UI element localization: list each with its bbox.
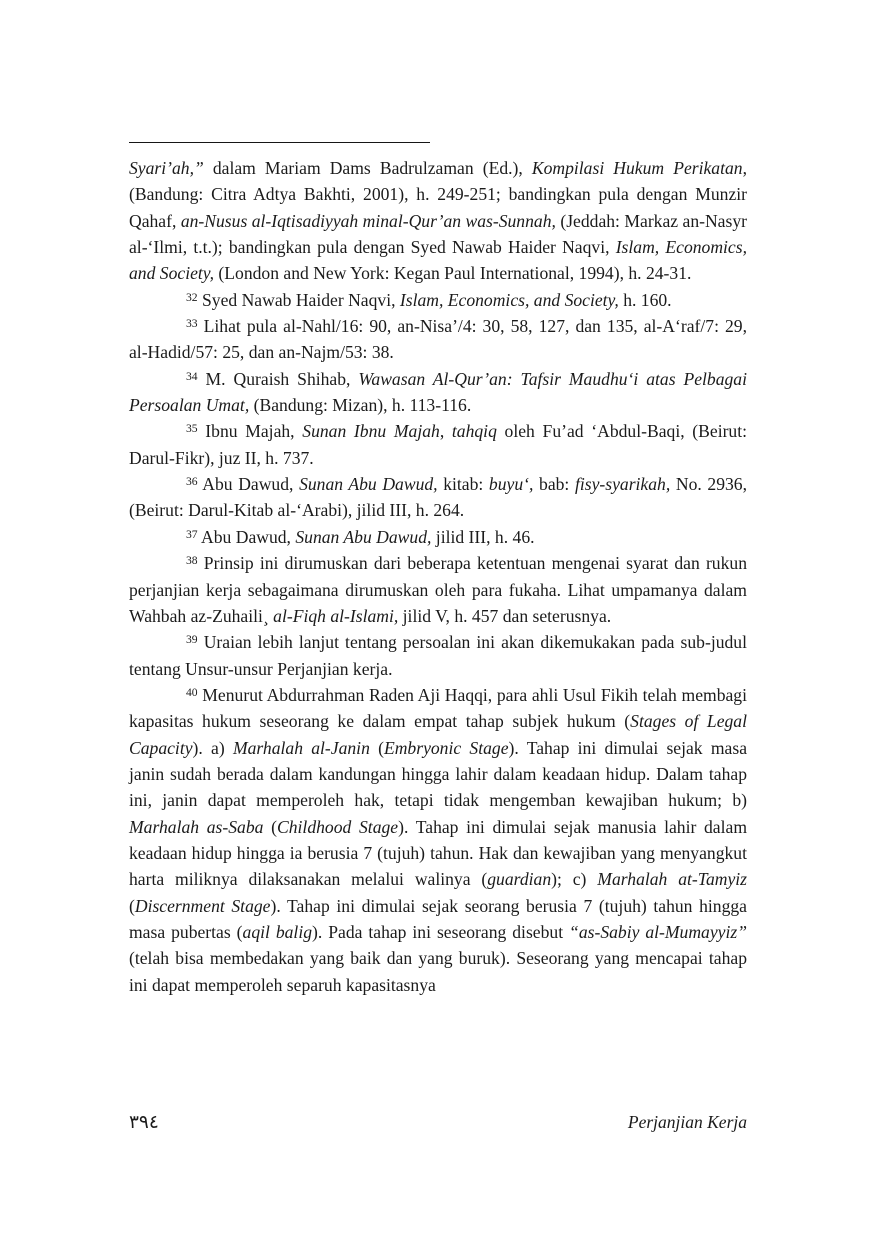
footnote-37: $^{37}$ Abu Dawud, Sunan Abu Dawud, jilid III, h. 46. bbox=[186, 526, 535, 547]
running-title: Perjanjian Kerja bbox=[627, 1112, 747, 1132]
footnote-38: $^{38}$ Prinsip ini dirumuskan dari beberapa ketentuan mengenai syarat dan rukun perjanjian kerja sebagaimana dirumuskan oleh para fukaha. Lihat umpamanya dalam Wahbah az-Zuhaili¸ al-Fiqh al-Islami, jilid V, h. 457 dan seterusnya. bbox=[129, 553, 747, 626]
footnote-33: $^{33}$ Lihat pula al-Nahl/16: 90, an-Nisa’/4: 30, 58, 127, dan 135, al-A‘raf/7: 29, al-Hadid/57: 25, dan an-Najm/53: 38. bbox=[129, 316, 747, 363]
footnote-32: $^{32}$ Syed Nawab Haider Naqvi, Islam, Economics, and Society, h. 160. bbox=[186, 289, 672, 310]
footnote-35: $^{35}$ Ibnu Majah, Sunan Ibnu Majah, tahqiq oleh Fu’ad ‘Abdul-Baqi, (Beirut: Darul-Fikr), juz II, h. 737. bbox=[129, 421, 748, 468]
footnote-31-continuation: Syari’ah,” dalam Mariam Dams Badrulzaman (Ed.), Kompilasi Hukum Perikatan, (Bandung: Citra Adtya Bakhti, 2001), h. 249-251; bandingkan pula dengan Munzir Qahaf, an-Nusus al-Iqtisadiyyah minal-Qur’an was-Sunnah, (Jeddah: Markaz an-Nasyr al-‘Ilmi, t.t.); bandingkan pula dengan Syed Nawab Haider Naqvi, Islam, Economics, and Society, (London and New York: Kegan Paul International, 1994), h. 24-31. bbox=[129, 158, 747, 284]
footnote-separator-rule bbox=[129, 142, 430, 143]
page-number: ٣٩٤ bbox=[129, 1112, 159, 1133]
footnote-36: $^{36}$ Abu Dawud, Sunan Abu Dawud, kitab: buyu‘, bab: fisy-syarikah, No. 2936, (Beirut: Darul-Kitab al-‘Arabi), jilid III, h. 264. bbox=[129, 474, 747, 521]
footnote-39: $^{39}$ Uraian lebih lanjut tentang persoalan ini akan dikemukakan pada sub-judul tentang Unsur-unsur Perjanjian kerja. bbox=[129, 632, 747, 679]
footnote-34: $^{34}$ M. Quraish Shihab, Wawasan Al-Qur’an: Tafsir Maudhu‘i atas Pelbagai Persoalan Umat, (Bandung: Mizan), h. 113-116. bbox=[129, 368, 747, 416]
footnote-40: $^{40}$ Menurut Abdurrahman Raden Aji Haqqi, para ahli Usul Fikih telah membagi kapasitas hukum seseorang ke dalam empat tahap subjek hukum (Stages of Legal Capacity). a) Marhalah al-Janin (Embryonic Stage). Tahap ini dimulai sejak masa janin sudah berada dalam kandungan hingga lahir dalam keadaan hidup. Dalam tahap ini, janin dapat memperoleh hak, tetapi tidak mengemban kewajiban hukum; b) Marhalah as-Saba (Childhood Stage). Tahap ini dimulai sejak manusia lahir dalam keadaan hidup hingga ia berusia 7 (tujuh) tahun. Hak dan kewajiban yang menyangkut harta miliknya dilaksanakan melalui walinya (guardian); c) Marhalah at-Tamyiz (Discernment Stage). Tahap ini dimulai sejak seorang berusia 7 (tujuh) tahun hingga masa pubertas (aqil balig). Pada tahap ini seseorang disebut “as-Sabiy al-Mumayyiz” (telah bisa membedakan yang baik dan yang buruk). Seseorang yang mencapai tahap ini dapat memperoleh separuh kapasitasnya bbox=[129, 684, 748, 995]
page-footer bbox=[129, 1112, 747, 1133]
footnotes-section bbox=[129, 142, 747, 998]
